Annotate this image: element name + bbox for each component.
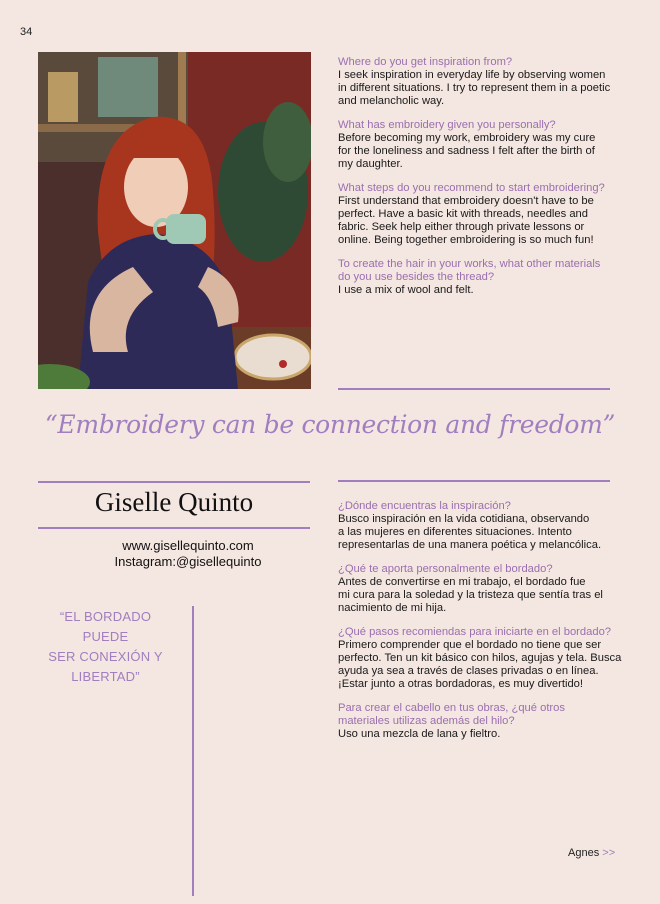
artist-name: Giselle Quinto	[94, 487, 254, 517]
divider	[38, 527, 310, 529]
qa-block	[338, 56, 623, 108]
answer-line: mi cura para la soledad y la tristeza que sentía tras el	[338, 589, 603, 601]
next-article-link[interactable]	[568, 847, 615, 859]
page-number: 34	[20, 26, 33, 38]
answer-line: perfecto. Ten un kit básico con hilos, agujas y tela. Busca	[338, 652, 622, 664]
qa-block	[338, 626, 623, 691]
chevron-right-icon: >>	[602, 847, 616, 859]
answer-line: ¡Estar junto a otras bordadoras, es muy divertido!	[338, 678, 583, 690]
website-link[interactable]: www.gisellequinto.com	[122, 538, 254, 553]
qa-block	[338, 258, 623, 297]
vertical-divider	[192, 606, 194, 896]
qa-block	[338, 182, 623, 247]
divider	[338, 388, 610, 390]
pull-quote: “Embroidery can be connection and freedom”	[44, 410, 616, 439]
qa-block	[338, 500, 623, 552]
answer-line: in different situations. I try to represent them in a poetic	[338, 82, 611, 94]
question: Where do you get inspiration from?	[338, 56, 513, 68]
divider	[338, 480, 610, 482]
divider	[38, 481, 310, 483]
answer-line: for the loneliness and sadness I felt after the birth of	[338, 145, 595, 157]
question: ¿Dónde encuentras la inspiración?	[338, 500, 511, 512]
question: Para crear el cabello en tus obras, ¿qué otros	[338, 702, 565, 714]
answer-line: First understand that embroidery doesn't have to be	[338, 195, 594, 207]
answer-line: ayuda ya sea a través de clases privadas o en línea.	[338, 665, 599, 677]
instagram-link[interactable]: Instagram:@gisellequinto	[114, 554, 262, 569]
question: To create the hair in your works, what other materials	[338, 258, 601, 270]
answer-line: Before becoming my work, embroidery was my cure	[338, 132, 596, 144]
answer-line: nacimiento de mi hija.	[338, 602, 447, 614]
english-qa-column	[338, 56, 623, 308]
qa-block	[338, 702, 623, 741]
quote-line: LIBERTAD”	[71, 669, 140, 684]
answer-line: Primero comprender que el bordado no tiene que ser	[338, 639, 602, 651]
question: do you use besides the thread?	[338, 271, 495, 283]
spanish-pull-quote	[38, 607, 173, 687]
quote-line: SER CONEXIÓN Y	[48, 649, 163, 664]
artist-portrait-photo	[38, 52, 311, 389]
answer-line: representarlas de una manera poética y melancólica.	[338, 539, 602, 551]
question: ¿Qué te aporta personalmente el bordado?	[338, 563, 553, 575]
question: materiales utilizas además del hilo?	[338, 715, 515, 727]
answer-line: a las mujeres en diferentes situaciones. Intento	[338, 526, 572, 538]
question: ¿Qué pasos recomiendas para iniciarte en el bordado?	[338, 626, 612, 638]
answer-line: I use a mix of wool and felt.	[338, 284, 474, 296]
question: What steps do you recommend to start embroidering?	[338, 182, 605, 194]
answer-line: Uso una mezcla de lana y fieltro.	[338, 728, 501, 740]
answer-line: perfect. Have a basic kit with threads, needles and	[338, 208, 588, 220]
answer-line: I seek inspiration in everyday life by observing women	[338, 69, 606, 81]
answer-line: fabric. Seek help either through private lessons or	[338, 221, 585, 233]
answer-line: Busco inspiración en la vida cotidiana, observando	[338, 513, 590, 525]
footer-label: Agnes	[568, 847, 600, 859]
qa-block	[338, 119, 623, 171]
answer-line: Antes de convertirse en mi trabajo, el bordado fue	[338, 576, 586, 588]
answer-line: my daughter.	[338, 158, 403, 170]
spanish-qa-column	[338, 500, 623, 752]
artist-links	[38, 538, 338, 570]
answer-line: online. Being together embroidering is so much fun!	[338, 234, 594, 246]
answer-line: and melancholic way.	[338, 95, 445, 107]
quote-line: “EL BORDADO PUEDE	[59, 609, 152, 644]
question: What has embroidery given you personally?	[338, 119, 556, 131]
qa-block	[338, 563, 623, 615]
